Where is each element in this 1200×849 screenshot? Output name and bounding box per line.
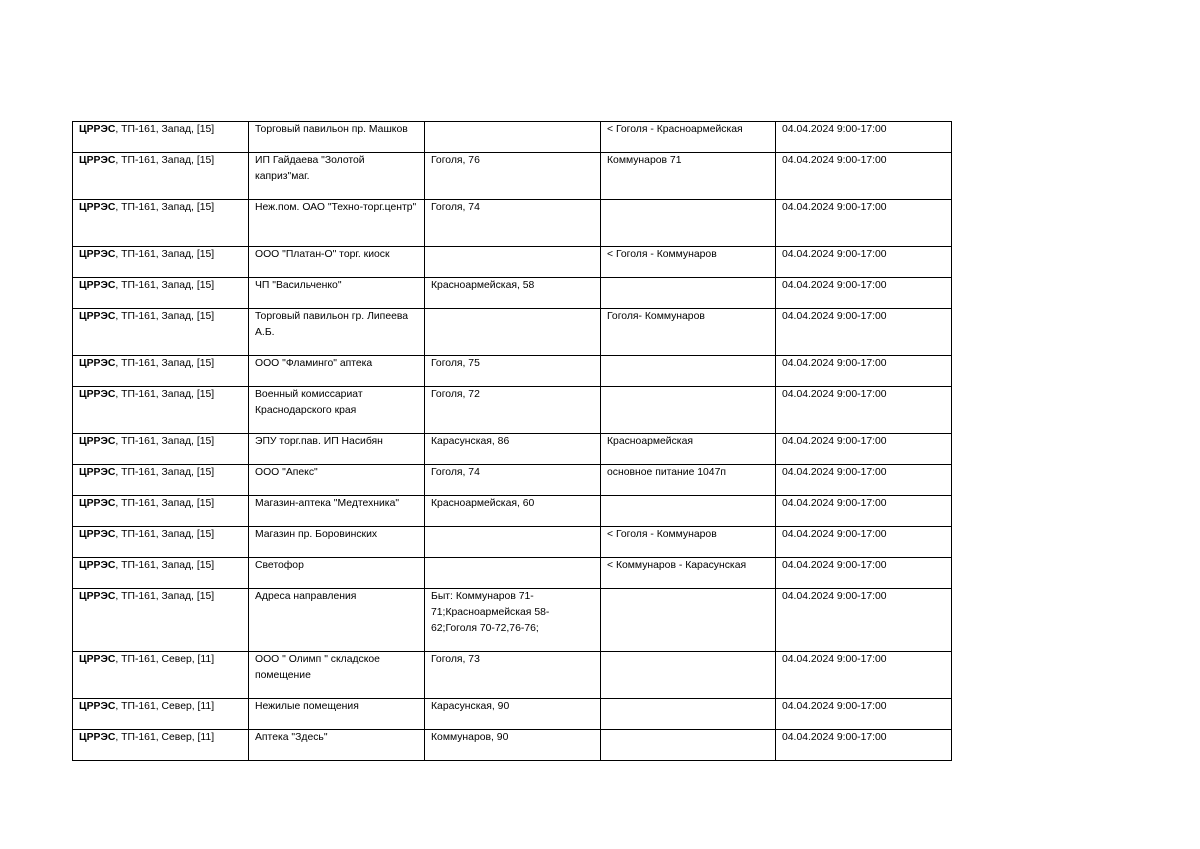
table-row bbox=[73, 434, 952, 465]
consumer-cell: Торговый павильон гр. Липеева А.Б. bbox=[249, 309, 425, 356]
address-cell bbox=[425, 247, 601, 278]
feeder-label: , ТП-161, Запад, [15] bbox=[115, 311, 215, 322]
district-code: ЦРРЭС bbox=[79, 311, 116, 322]
district-code: ЦРРЭС bbox=[79, 155, 116, 166]
crossing-cell: < Гоголя - Красноармейская bbox=[601, 122, 776, 153]
table-row bbox=[73, 558, 952, 589]
period-cell: 04.04.2024 9:00-17:00 bbox=[776, 465, 952, 496]
district-code: ЦРРЭС bbox=[79, 280, 116, 291]
period-cell: 04.04.2024 9:00-17:00 bbox=[776, 527, 952, 558]
feeder-label: , ТП-161, Запад, [15] bbox=[115, 498, 215, 509]
period-cell: 04.04.2024 9:00-17:00 bbox=[776, 558, 952, 589]
crossing-cell: < Гоголя - Коммунаров bbox=[601, 247, 776, 278]
table-row bbox=[73, 527, 952, 558]
period-cell: 04.04.2024 9:00-17:00 bbox=[776, 652, 952, 699]
feeder-cell bbox=[73, 699, 249, 730]
feeder-cell bbox=[73, 589, 249, 652]
crossing-cell: Гоголя- Коммунаров bbox=[601, 309, 776, 356]
table-row bbox=[73, 278, 952, 309]
table-row bbox=[73, 652, 952, 699]
feeder-label: , ТП-161, Запад, [15] bbox=[115, 155, 215, 166]
table-row bbox=[73, 387, 952, 434]
address-cell: Карасунская, 90 bbox=[425, 699, 601, 730]
feeder-cell bbox=[73, 496, 249, 527]
period-cell: 04.04.2024 9:00-17:00 bbox=[776, 278, 952, 309]
feeder-cell bbox=[73, 652, 249, 699]
feeder-label: , ТП-161, Запад, [15] bbox=[115, 389, 215, 400]
district-code: ЦРРЭС bbox=[79, 436, 116, 447]
feeder-label: , ТП-161, Запад, [15] bbox=[115, 436, 215, 447]
period-cell: 04.04.2024 9:00-17:00 bbox=[776, 356, 952, 387]
table-row bbox=[73, 356, 952, 387]
outage-table bbox=[72, 121, 952, 761]
period-cell: 04.04.2024 9:00-17:00 bbox=[776, 699, 952, 730]
address-cell: Гоголя, 73 bbox=[425, 652, 601, 699]
address-cell: Гоголя, 74 bbox=[425, 200, 601, 247]
feeder-cell bbox=[73, 730, 249, 761]
crossing-cell bbox=[601, 387, 776, 434]
consumer-cell: Аптека "Здесь" bbox=[249, 730, 425, 761]
address-cell: Красноармейская, 58 bbox=[425, 278, 601, 309]
consumer-cell: ИП Гайдаева "Золотой каприз"маг. bbox=[249, 153, 425, 200]
table-row bbox=[73, 699, 952, 730]
feeder-cell bbox=[73, 122, 249, 153]
table-row bbox=[73, 153, 952, 200]
table-row bbox=[73, 309, 952, 356]
crossing-cell bbox=[601, 200, 776, 247]
crossing-cell: < Коммунаров - Карасунская bbox=[601, 558, 776, 589]
feeder-cell bbox=[73, 434, 249, 465]
crossing-cell bbox=[601, 589, 776, 652]
consumer-cell: ООО " Олимп " складское помещение bbox=[249, 652, 425, 699]
feeder-cell bbox=[73, 558, 249, 589]
feeder-label: , ТП-161, Север, [11] bbox=[115, 701, 215, 712]
crossing-cell bbox=[601, 278, 776, 309]
crossing-cell bbox=[601, 699, 776, 730]
district-code: ЦРРЭС bbox=[79, 249, 116, 260]
feeder-cell bbox=[73, 465, 249, 496]
address-cell: Карасунская, 86 bbox=[425, 434, 601, 465]
district-code: ЦРРЭС bbox=[79, 701, 116, 712]
feeder-cell bbox=[73, 278, 249, 309]
table-row bbox=[73, 730, 952, 761]
crossing-cell: Красноармейская bbox=[601, 434, 776, 465]
address-cell: Гоголя, 76 bbox=[425, 153, 601, 200]
period-cell: 04.04.2024 9:00-17:00 bbox=[776, 434, 952, 465]
document-page bbox=[72, 121, 952, 761]
consumer-cell: Военный комиссариат Краснодарского края bbox=[249, 387, 425, 434]
feeder-cell bbox=[73, 247, 249, 278]
consumer-cell: Неж.пом. ОАО "Техно-торг.центр" bbox=[249, 200, 425, 247]
district-code: ЦРРЭС bbox=[79, 498, 116, 509]
consumer-cell: ЭПУ торг.пав. ИП Насибян bbox=[249, 434, 425, 465]
feeder-label: , ТП-161, Запад, [15] bbox=[115, 280, 215, 291]
address-cell bbox=[425, 558, 601, 589]
period-cell: 04.04.2024 9:00-17:00 bbox=[776, 153, 952, 200]
district-code: ЦРРЭС bbox=[79, 560, 116, 571]
period-cell: 04.04.2024 9:00-17:00 bbox=[776, 200, 952, 247]
feeder-label: , ТП-161, Запад, [15] bbox=[115, 202, 215, 213]
crossing-cell: основное питание 1047п bbox=[601, 465, 776, 496]
crossing-cell bbox=[601, 652, 776, 699]
consumer-cell: ООО "Апекс" bbox=[249, 465, 425, 496]
crossing-cell bbox=[601, 496, 776, 527]
table-row bbox=[73, 465, 952, 496]
feeder-cell bbox=[73, 527, 249, 558]
period-cell: 04.04.2024 9:00-17:00 bbox=[776, 496, 952, 527]
crossing-cell: < Гоголя - Коммунаров bbox=[601, 527, 776, 558]
address-cell bbox=[425, 122, 601, 153]
district-code: ЦРРЭС bbox=[79, 591, 116, 602]
period-cell: 04.04.2024 9:00-17:00 bbox=[776, 589, 952, 652]
consumer-cell: Адреса направления bbox=[249, 589, 425, 652]
consumer-cell: Торговый павильон пр. Машков bbox=[249, 122, 425, 153]
district-code: ЦРРЭС bbox=[79, 529, 116, 540]
address-cell: Красноармейская, 60 bbox=[425, 496, 601, 527]
address-cell: Быт: Коммунаров 71-71;Красноармейская 58-62;Гоголя 70-72,76-76; bbox=[425, 589, 601, 652]
table-row bbox=[73, 122, 952, 153]
feeder-label: , ТП-161, Запад, [15] bbox=[115, 529, 215, 540]
period-cell: 04.04.2024 9:00-17:00 bbox=[776, 309, 952, 356]
feeder-cell bbox=[73, 200, 249, 247]
period-cell: 04.04.2024 9:00-17:00 bbox=[776, 730, 952, 761]
district-code: ЦРРЭС bbox=[79, 732, 116, 743]
feeder-label: , ТП-161, Север, [11] bbox=[115, 732, 215, 743]
district-code: ЦРРЭС bbox=[79, 389, 116, 400]
period-cell: 04.04.2024 9:00-17:00 bbox=[776, 247, 952, 278]
consumer-cell: Нежилые помещения bbox=[249, 699, 425, 730]
crossing-cell: Коммунаров 71 bbox=[601, 153, 776, 200]
feeder-label: , ТП-161, Запад, [15] bbox=[115, 249, 215, 260]
feeder-cell bbox=[73, 387, 249, 434]
crossing-cell bbox=[601, 730, 776, 761]
address-cell: Гоголя, 74 bbox=[425, 465, 601, 496]
district-code: ЦРРЭС bbox=[79, 467, 116, 478]
consumer-cell: ЧП "Васильченко" bbox=[249, 278, 425, 309]
consumer-cell: Магазин-аптека "Медтехника" bbox=[249, 496, 425, 527]
consumer-cell: Магазин пр. Боровинских bbox=[249, 527, 425, 558]
crossing-cell bbox=[601, 356, 776, 387]
feeder-label: , ТП-161, Запад, [15] bbox=[115, 467, 215, 478]
district-code: ЦРРЭС bbox=[79, 358, 116, 369]
address-cell: Коммунаров, 90 bbox=[425, 730, 601, 761]
feeder-cell bbox=[73, 309, 249, 356]
feeder-label: , ТП-161, Запад, [15] bbox=[115, 124, 215, 135]
table-row bbox=[73, 589, 952, 652]
consumer-cell: ООО "Платан-О" торг. киоск bbox=[249, 247, 425, 278]
consumer-cell: Светофор bbox=[249, 558, 425, 589]
period-cell: 04.04.2024 9:00-17:00 bbox=[776, 387, 952, 434]
table-row bbox=[73, 496, 952, 527]
address-cell bbox=[425, 309, 601, 356]
address-cell: Гоголя, 72 bbox=[425, 387, 601, 434]
outage-table-body bbox=[73, 122, 952, 761]
period-cell: 04.04.2024 9:00-17:00 bbox=[776, 122, 952, 153]
district-code: ЦРРЭС bbox=[79, 654, 116, 665]
feeder-label: , ТП-161, Запад, [15] bbox=[115, 591, 215, 602]
address-cell: Гоголя, 75 bbox=[425, 356, 601, 387]
feeder-label: , ТП-161, Запад, [15] bbox=[115, 560, 215, 571]
feeder-cell bbox=[73, 356, 249, 387]
address-cell bbox=[425, 527, 601, 558]
district-code: ЦРРЭС bbox=[79, 124, 116, 135]
feeder-label: , ТП-161, Запад, [15] bbox=[115, 358, 215, 369]
feeder-cell bbox=[73, 153, 249, 200]
table-row bbox=[73, 247, 952, 278]
table-row bbox=[73, 200, 952, 247]
consumer-cell: ООО "Фламинго" аптека bbox=[249, 356, 425, 387]
feeder-label: , ТП-161, Север, [11] bbox=[115, 654, 215, 665]
district-code: ЦРРЭС bbox=[79, 202, 116, 213]
